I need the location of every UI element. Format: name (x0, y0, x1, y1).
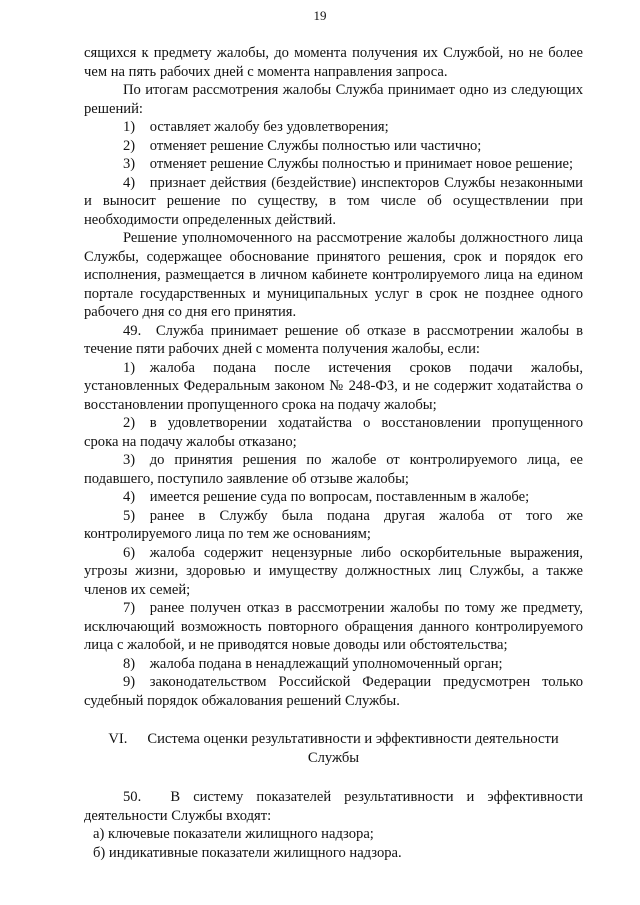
list-item: 3) отменяет решение Службы полностью и принимает новое решение; (123, 156, 574, 172)
list-item: 6) жалоба содержит нецензурные либо оскорбительные выражения, угрозы жизни, здоровью и имуществу должностных лиц Службы, а также членов их семей; (84, 544, 583, 598)
paragraph: 50. В систему показателей результативности и эффективности деятельности Службы входят: (84, 789, 583, 824)
list-item: 4) признает действия (бездействие) инспекторов Службы незаконными и выносит решение по существу, в том числе об осуществлении при необходимости определенных действий. (84, 174, 583, 228)
section-title-line2: Службы (307, 749, 360, 766)
list-item: б) индикативные показатели жилищного надзора. (93, 844, 402, 861)
list-item: 5) ранее в Службу была подана другая жалоба от того же контролируемого лица по тем же основаниям; (84, 507, 583, 542)
list-item: 2) в удовлетворении ходатайства о восстановлении пропущенного срока на подачу жалобы отказано; (84, 415, 583, 450)
paragraph: 49. Служба принимает решение об отказе в рассмотрении жалобы в течение пяти рабочих дней с момента получения жалобы, если: (84, 322, 583, 357)
list-item: 7) ранее получен отказ в рассмотрении жалобы по тому же предмету, исключающий возможность повторного обращения данного контролируемого лица с жалобой, и не приводятся новые доводы или обстоятельства; (84, 600, 583, 653)
list-item: 9) законодательством Российской Федерации предусмотрен только судебный порядок обжалования решений Службы. (84, 674, 583, 709)
section-number: VI. (108, 731, 128, 747)
list-item: 4) имеется решение суда по вопросам, поставленным в жалобе; (123, 489, 530, 505)
list-item: 1) жалоба подана после истечения сроков подачи жалобы, установленных Федеральным законом № 248-ФЗ, и не содержит ходатайства о восстановлении пропущенного срока на подачу жалобы; (84, 359, 583, 413)
list-item: а) ключевые показатели жилищного надзора; (93, 826, 374, 842)
section-title-line1: Система оценки результативности и эффективности деятельности (147, 731, 559, 747)
paragraph: По итогам рассмотрения жалобы Служба принимает одно из следующих решений: (84, 82, 583, 117)
list-item: 1) оставляет жалобу без удовлетворения; (123, 119, 389, 135)
list-item: 2) отменяет решение Службы полностью или частично; (123, 137, 482, 154)
paragraph: Решение уполномоченного на рассмотрение жалобы должностного лица Службы, содержащее обоснование принятого решения, срок и порядок его исполнения, размещается в личном кабинете контролируемого лица на едином портале государственных и муниципальных услуг в срок не позднее одного рабочего дня со дня его принятия. (84, 230, 583, 320)
section-heading (84, 730, 583, 767)
page-number: 19 (313, 8, 327, 23)
body-text (84, 44, 583, 862)
paragraph: сящихся к предмету жалобы, до момента получения их Службой, но не более чем на пять рабочих дней с момента направления запроса. (84, 45, 583, 80)
list-item: 3) до принятия решения по жалобе от контролируемого лица, ее подавшего, поступило заявление об отзыве жалобы; (84, 452, 583, 487)
list-item: 8) жалоба подана в ненадлежащий уполномоченный орган; (123, 655, 503, 672)
